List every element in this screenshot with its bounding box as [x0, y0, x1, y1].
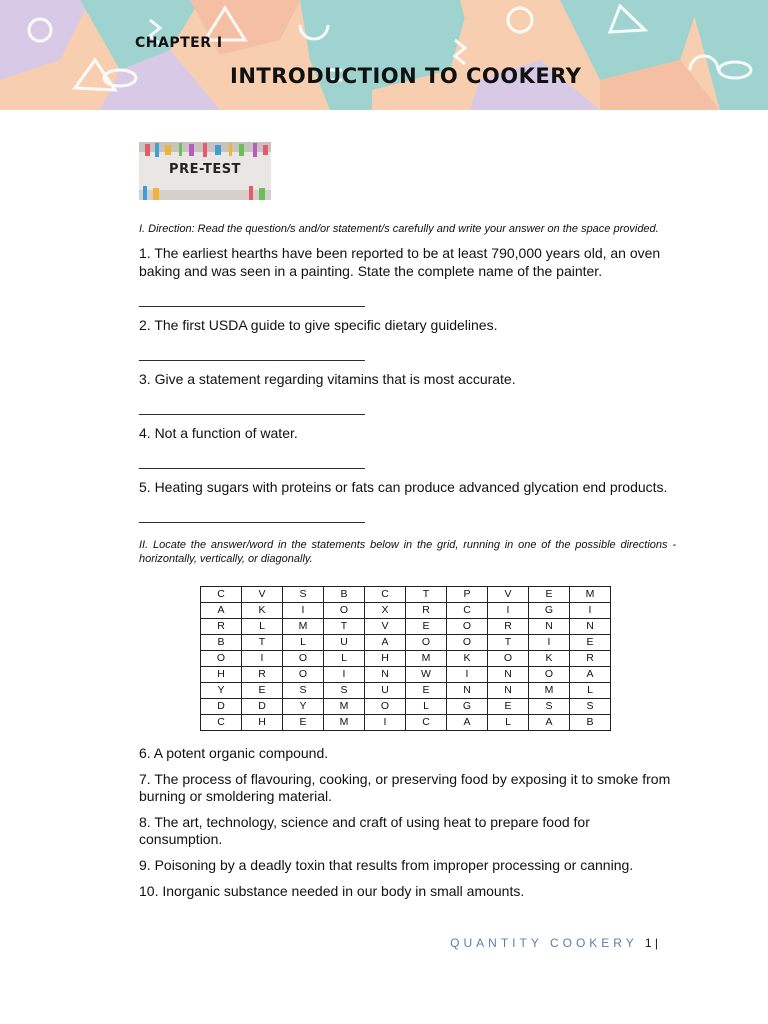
grid-cell[interactable]: R: [488, 619, 529, 635]
grid-cell[interactable]: R: [201, 619, 242, 635]
grid-cell[interactable]: K: [529, 651, 570, 667]
grid-row: [201, 651, 611, 667]
grid-cell[interactable]: M: [406, 651, 447, 667]
grid-cell[interactable]: V: [365, 619, 406, 635]
grid-cell[interactable]: C: [365, 587, 406, 603]
grid-cell[interactable]: Y: [201, 683, 242, 699]
grid-cell[interactable]: E: [406, 683, 447, 699]
word-search-grid: [200, 586, 676, 731]
grid-cell[interactable]: G: [529, 603, 570, 619]
page-number: 1 |: [644, 936, 658, 950]
grid-cell[interactable]: E: [283, 715, 324, 731]
page-footer: [450, 936, 658, 950]
grid-cell[interactable]: K: [447, 651, 488, 667]
grid-row: [201, 715, 611, 731]
grid-cell[interactable]: C: [201, 587, 242, 603]
grid-cell[interactable]: O: [447, 635, 488, 651]
grid-cell[interactable]: C: [201, 715, 242, 731]
grid-cell[interactable]: L: [488, 715, 529, 731]
grid-row: [201, 587, 611, 603]
grid-cell[interactable]: I: [447, 667, 488, 683]
grid-cell[interactable]: N: [488, 683, 529, 699]
question-2: 2. The first USDA guide to give specific dietary guidelines.: [139, 317, 498, 333]
grid-row: [201, 683, 611, 699]
grid-cell[interactable]: I: [242, 651, 283, 667]
clue-9: 9. Poisoning by a deadly toxin that results from improper processing or canning.: [139, 857, 634, 873]
grid-cell[interactable]: A: [447, 715, 488, 731]
grid-cell[interactable]: E: [406, 619, 447, 635]
grid-cell[interactable]: O: [488, 651, 529, 667]
grid-cell[interactable]: M: [324, 715, 365, 731]
grid-row: [201, 603, 611, 619]
grid-cell[interactable]: U: [324, 635, 365, 651]
grid-cell[interactable]: E: [488, 699, 529, 715]
grid-row: [201, 619, 611, 635]
grid-cell[interactable]: I: [488, 603, 529, 619]
grid-cell[interactable]: R: [242, 667, 283, 683]
clue-6: 6. A potent organic compound.: [139, 745, 329, 761]
page-title: INTRODUCTION TO COOKERY: [230, 64, 582, 88]
grid-cell[interactable]: H: [242, 715, 283, 731]
grid-cell[interactable]: V: [488, 587, 529, 603]
grid-cell[interactable]: N: [365, 667, 406, 683]
grid-cell[interactable]: E: [570, 635, 611, 651]
grid-cell[interactable]: I: [570, 603, 611, 619]
grid-cell[interactable]: P: [447, 587, 488, 603]
pretest-banner: [139, 142, 271, 200]
grid-cell[interactable]: O: [283, 667, 324, 683]
grid-cell[interactable]: T: [324, 619, 365, 635]
grid-cell[interactable]: I: [529, 635, 570, 651]
grid-cell[interactable]: T: [242, 635, 283, 651]
part2-direction: II. Locate the answer/word in the statements below in the grid, running in one of the possible directions - horizontally, vertically, or diagonally.: [139, 539, 676, 565]
grid-cell[interactable]: B: [570, 715, 611, 731]
grid-cell[interactable]: A: [365, 635, 406, 651]
grid-cell[interactable]: S: [283, 587, 324, 603]
grid-cell[interactable]: M: [570, 587, 611, 603]
grid-cell[interactable]: M: [283, 619, 324, 635]
grid-cell[interactable]: N: [447, 683, 488, 699]
grid-cell[interactable]: S: [324, 683, 365, 699]
grid-row: [201, 667, 611, 683]
clue-list: [139, 745, 676, 900]
word-search-table: [200, 586, 611, 731]
grid-cell[interactable]: R: [406, 603, 447, 619]
grid-cell[interactable]: R: [570, 651, 611, 667]
grid-cell[interactable]: H: [201, 667, 242, 683]
grid-cell[interactable]: L: [406, 699, 447, 715]
grid-cell[interactable]: Y: [283, 699, 324, 715]
grid-cell[interactable]: C: [447, 603, 488, 619]
grid-cell[interactable]: O: [447, 619, 488, 635]
grid-cell[interactable]: O: [406, 635, 447, 651]
grid-cell[interactable]: N: [488, 667, 529, 683]
grid-cell[interactable]: O: [324, 603, 365, 619]
clue-8: 8. The art, technology, science and craft of using heat to prepare food for consumption.: [139, 814, 590, 847]
grid-cell[interactable]: A: [570, 667, 611, 683]
part1-direction: I. Direction: Read the question/s and/or statement/s carefully and write your answer on the space provided.: [139, 223, 659, 235]
grid-cell[interactable]: X: [365, 603, 406, 619]
grid-cell[interactable]: A: [201, 603, 242, 619]
grid-cell[interactable]: T: [488, 635, 529, 651]
question-5: 5. Heating sugars with proteins or fats can produce advanced glycation end products.: [139, 479, 668, 495]
question-1: 1. The earliest hearths have been reported to be at least 790,000 years old, an oven baking and was seen in a painting. State the complete name of the painter.: [139, 245, 661, 279]
grid-cell[interactable]: H: [365, 651, 406, 667]
grid-cell[interactable]: U: [365, 683, 406, 699]
grid-cell[interactable]: M: [529, 683, 570, 699]
grid-cell[interactable]: E: [242, 683, 283, 699]
answer-blank-5[interactable]: _____________________________: [139, 507, 365, 523]
grid-cell[interactable]: S: [283, 683, 324, 699]
chapter-label: CHAPTER I: [135, 35, 223, 51]
grid-cell[interactable]: B: [324, 587, 365, 603]
grid-cell[interactable]: M: [324, 699, 365, 715]
footer-label: QUANTITY COOKERY: [450, 936, 638, 950]
grid-cell[interactable]: D: [242, 699, 283, 715]
grid-cell[interactable]: D: [201, 699, 242, 715]
grid-row: [201, 635, 611, 651]
answer-blank-4[interactable]: _____________________________: [139, 453, 365, 469]
grid-cell[interactable]: B: [201, 635, 242, 651]
grid-row: [201, 699, 611, 715]
header-banner: [0, 0, 768, 110]
grid-cell[interactable]: L: [242, 619, 283, 635]
grid-cell[interactable]: C: [406, 715, 447, 731]
grid-cell[interactable]: O: [283, 651, 324, 667]
worksheet-content: [139, 222, 676, 909]
grid-cell[interactable]: L: [283, 635, 324, 651]
banner-pattern: [0, 0, 768, 110]
grid-cell[interactable]: W: [406, 667, 447, 683]
answer-blank-3[interactable]: _____________________________: [139, 399, 365, 415]
grid-cell[interactable]: I: [283, 603, 324, 619]
question-4: 4. Not a function of water.: [139, 425, 298, 441]
grid-cell[interactable]: T: [406, 587, 447, 603]
grid-cell[interactable]: L: [570, 683, 611, 699]
grid-cell[interactable]: L: [324, 651, 365, 667]
grid-cell[interactable]: S: [570, 699, 611, 715]
grid-cell[interactable]: O: [201, 651, 242, 667]
grid-cell[interactable]: I: [365, 715, 406, 731]
answer-blank-1[interactable]: _____________________________: [139, 291, 365, 307]
grid-cell[interactable]: N: [529, 619, 570, 635]
clue-7: 7. The process of flavouring, cooking, or preserving food by exposing it to smoke from burning or smoldering material.: [139, 771, 671, 804]
grid-cell[interactable]: E: [529, 587, 570, 603]
grid-cell[interactable]: S: [529, 699, 570, 715]
grid-cell[interactable]: G: [447, 699, 488, 715]
grid-cell[interactable]: O: [529, 667, 570, 683]
clue-10: 10. Inorganic substance needed in our body in small amounts.: [139, 883, 525, 899]
grid-cell[interactable]: V: [242, 587, 283, 603]
grid-cell[interactable]: N: [570, 619, 611, 635]
pretest-label: PRE-TEST: [169, 162, 241, 177]
question-3: 3. Give a statement regarding vitamins that is most accurate.: [139, 371, 516, 387]
grid-cell[interactable]: I: [324, 667, 365, 683]
grid-cell[interactable]: K: [242, 603, 283, 619]
grid-cell[interactable]: A: [529, 715, 570, 731]
answer-blank-2[interactable]: _____________________________: [139, 345, 365, 361]
grid-cell[interactable]: O: [365, 699, 406, 715]
